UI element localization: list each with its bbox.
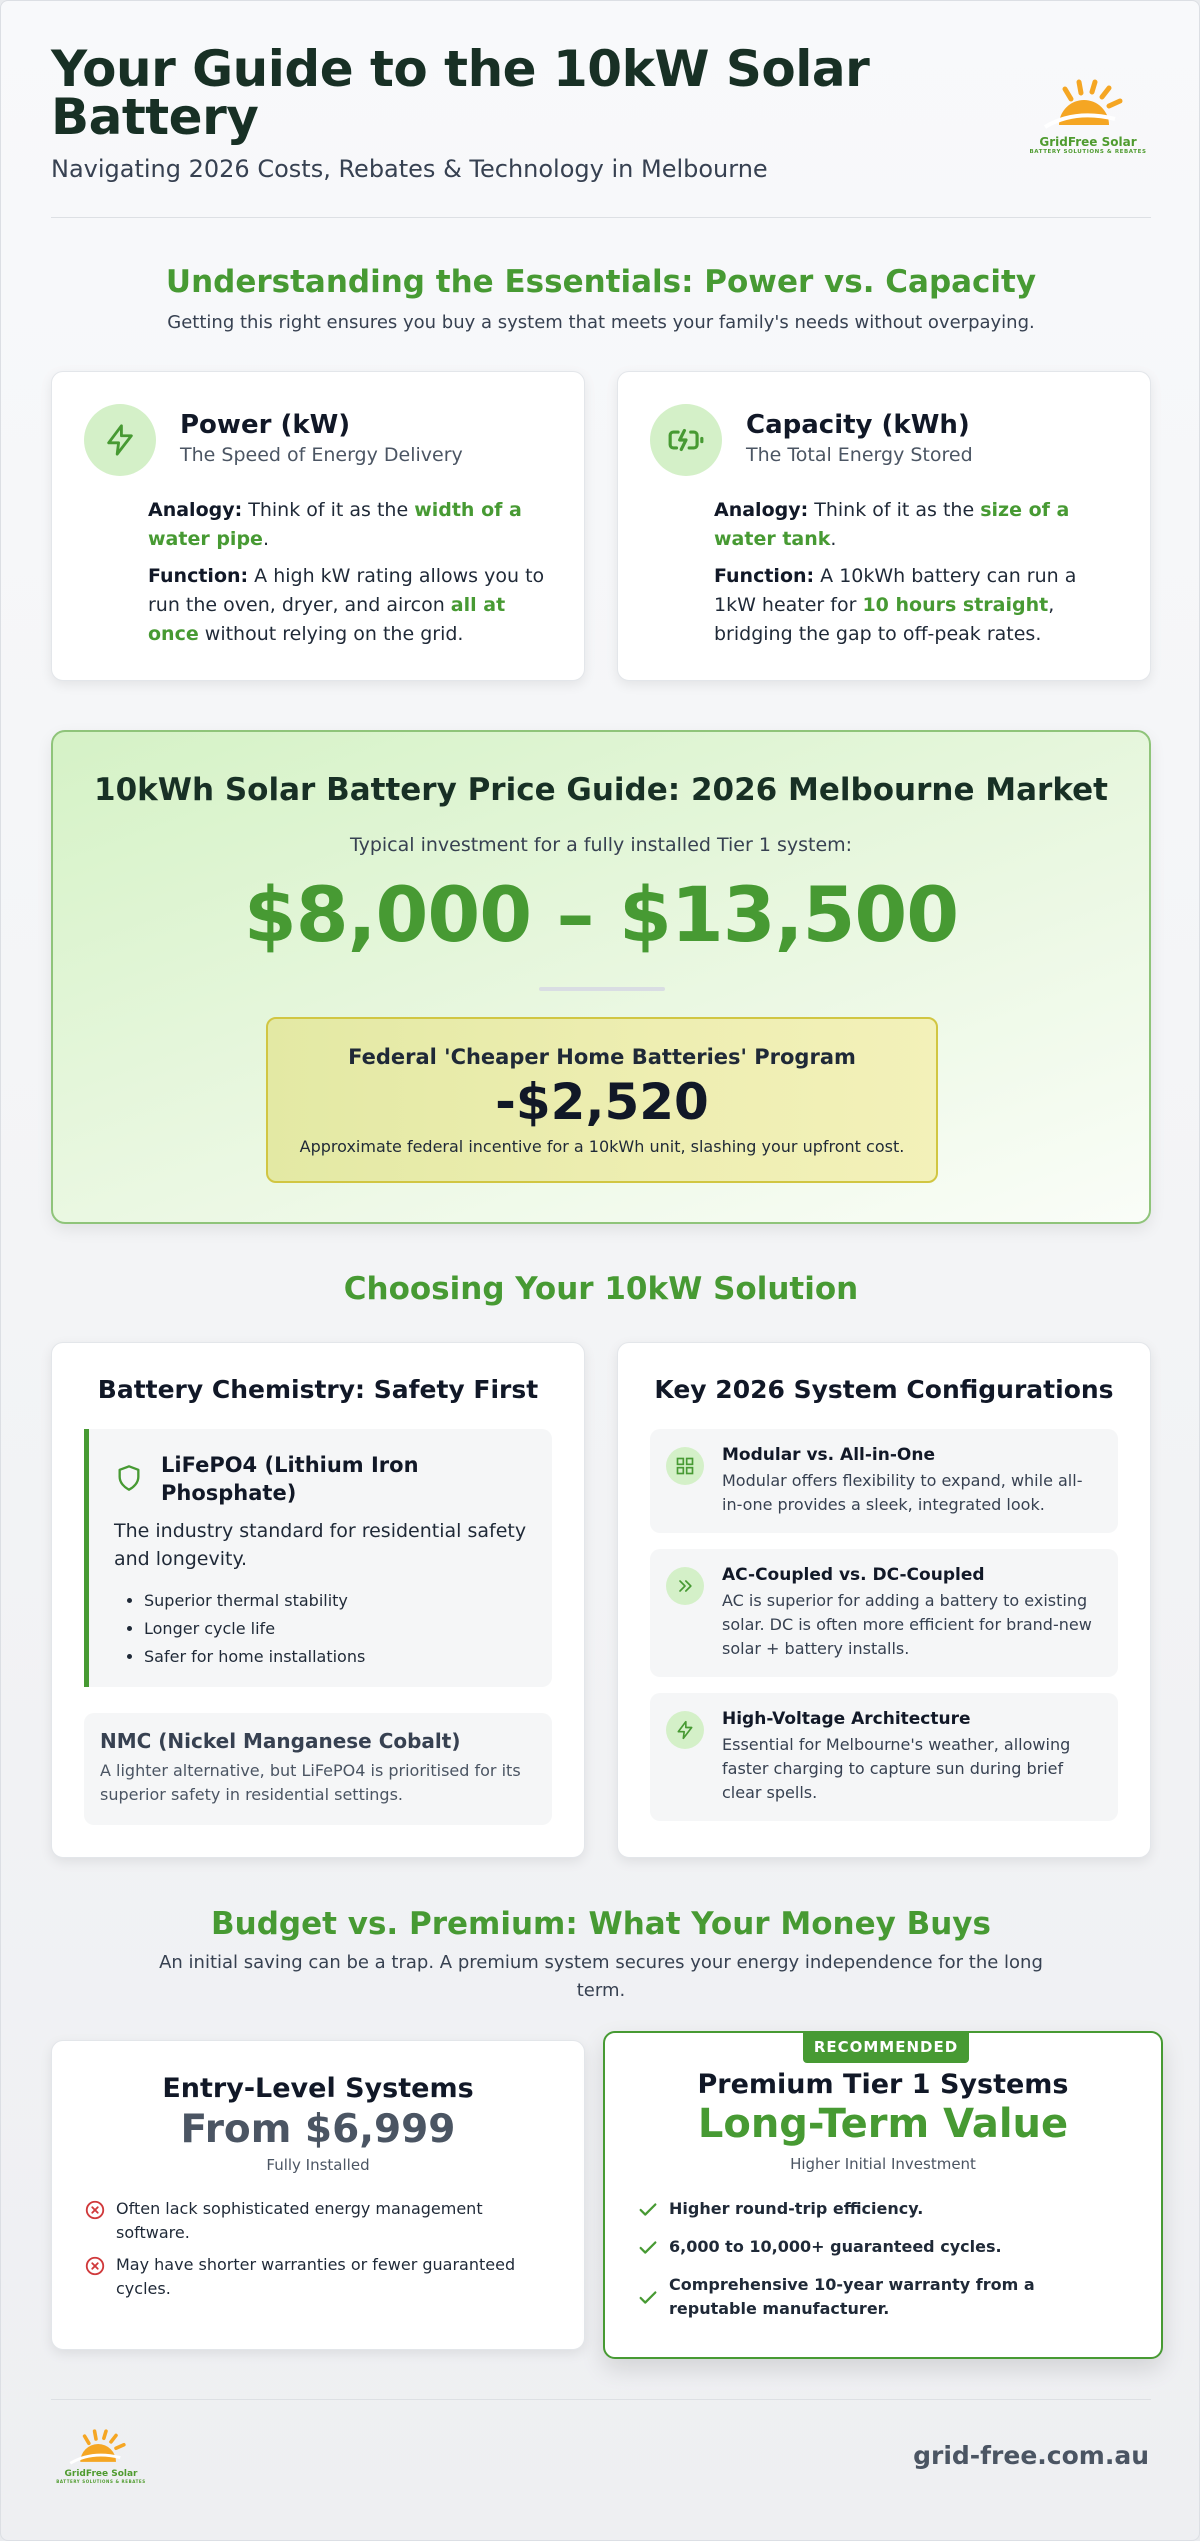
- premium-note: Higher Initial Investment: [790, 2155, 976, 2173]
- footer-divider: [51, 2399, 1151, 2400]
- check-icon: [637, 2237, 659, 2259]
- power-function: Function: A high kW rating allows you to run the oven, dryer, and aircon all at once without relying on the grid.: [148, 565, 545, 645]
- battery-charging-icon: [667, 421, 705, 459]
- configurations-card: [617, 1342, 1151, 1858]
- shield-icon: [115, 1463, 143, 1493]
- check-icon: [637, 2287, 659, 2309]
- lfp-points: [144, 1587, 544, 1671]
- config-description: Essential for Melbourne's weather, allowing faster charging to capture sun during brief clear spells.: [722, 1735, 1071, 1802]
- price-guide-intro: Typical investment for a fully installed Tier 1 system:: [349, 834, 853, 856]
- list-item: • Superior thermal stability: [144, 1587, 544, 1615]
- nmc-box: [84, 1713, 552, 1825]
- capacity-icon-circle: [650, 404, 722, 476]
- header: [51, 40, 1151, 185]
- premium-item: Higher round-trip efficiency.: [637, 2197, 1097, 2225]
- header-logo[interactable]: [1025, 79, 1151, 155]
- entry-title: Entry-Level Systems: [162, 2073, 474, 2104]
- chemistry-title: Battery Chemistry: Safety First: [97, 1375, 539, 1404]
- power-title: Power (kW): [180, 410, 351, 440]
- premium-item: Comprehensive 10-year warranty from a reputable manufacturer.: [637, 2273, 1097, 2325]
- config-icon-circle: [666, 1447, 704, 1485]
- x-circle-icon: [84, 2255, 106, 2277]
- entry-price: From $6,999: [180, 2107, 456, 2152]
- rebate-amount: -$2,520: [495, 1073, 709, 1131]
- config-title: AC-Coupled vs. DC-Coupled: [722, 1565, 985, 1585]
- logo-tagline: BATTERY SOLUTIONS & REBATES: [56, 2479, 146, 2484]
- price-range: $8,000 – $13,500: [243, 870, 959, 959]
- budget-title: Budget vs. Premium: What Your Money Buys: [211, 1906, 991, 1942]
- list-item: • Longer cycle life: [144, 1615, 544, 1643]
- power-icon-circle: [84, 404, 156, 476]
- premium-title: Premium Tier 1 Systems: [697, 2069, 1069, 2100]
- lfp-title: LiFePO4 (Lithium Iron Phosphate): [161, 1453, 419, 1505]
- config-title: High-Voltage Architecture: [722, 1709, 971, 1729]
- capacity-title: Capacity (kWh): [746, 410, 970, 440]
- sun-logo-icon: [1025, 79, 1151, 135]
- premium-card: [603, 2031, 1163, 2359]
- footer-url[interactable]: grid-free.com.au: [913, 2441, 1149, 2470]
- config-icon-circle: [666, 1567, 704, 1605]
- config-icon-circle: [666, 1711, 704, 1749]
- rebate-box: [266, 1017, 938, 1183]
- configurations-title: Key 2026 System Configurations: [654, 1375, 1114, 1404]
- essentials-subtitle: Getting this right ensures you buy a system that meets your family's needs without overpaying.: [167, 312, 1035, 333]
- logo-name: GridFree Solar: [64, 2469, 138, 2479]
- rebate-description: Approximate federal incentive for a 10kWh unit, slashing your upfront cost.: [299, 1137, 905, 1156]
- double-chevron-right-icon: [675, 1576, 695, 1596]
- nmc-description: A lighter alternative, but LiFePO4 is prioritised for its superior safety in residential settings.: [100, 1761, 521, 1804]
- check-icon: [637, 2199, 659, 2221]
- chemistry-card: [51, 1342, 585, 1858]
- page-title: Your Guide to the 10kW Solar Battery: [51, 40, 870, 146]
- capacity-analogy: Analogy: Think of it as the size of a water tank.: [714, 499, 1070, 550]
- config-description: Modular offers flexibility to expand, while all-in-one provides a sleek, integrated look.: [722, 1471, 1083, 1514]
- price-divider: [539, 987, 665, 991]
- premium-price: Long-Term Value: [697, 2101, 1069, 2147]
- rebate-title: Federal 'Cheaper Home Batteries' Program: [348, 1045, 856, 1069]
- config-item-coupling: [650, 1549, 1118, 1677]
- power-card: [51, 371, 585, 681]
- sun-logo-icon: [55, 2429, 147, 2469]
- footer-logo[interactable]: [55, 2429, 147, 2484]
- lfp-box: [84, 1429, 552, 1687]
- capacity-subtitle: The Total Energy Stored: [746, 444, 973, 466]
- premium-item: 6,000 to 10,000+ guaranteed cycles.: [637, 2235, 1097, 2263]
- budget-subtitle: An initial saving can be a trap. A premium system secures your energy independence for the long term.: [159, 1952, 1043, 2001]
- power-analogy: Analogy: Think of it as the width of a water pipe.: [148, 499, 522, 550]
- config-title: Modular vs. All-in-One: [722, 1445, 935, 1465]
- capacity-function: Function: A 10kWh battery can run a 1kW heater for 10 hours straight, bridging the gap to off-peak rates.: [714, 565, 1077, 645]
- list-item: • Safer for home installations: [144, 1643, 544, 1671]
- nmc-title: NMC (Nickel Manganese Cobalt): [100, 1729, 461, 1753]
- solution-title: Choosing Your 10kW Solution: [343, 1271, 859, 1307]
- config-description: AC is superior for adding a battery to existing solar. DC is often more efficient for brand-new solar + battery installs.: [722, 1591, 1092, 1658]
- essentials-title: Understanding the Essentials: Power vs. Capacity: [165, 264, 1037, 300]
- price-guide-title: 10kWh Solar Battery Price Guide: 2026 Melbourne Market: [94, 772, 1108, 808]
- recommended-badge: RECOMMENDED: [803, 2031, 969, 2063]
- entry-note: Fully Installed: [266, 2156, 370, 2174]
- lightning-icon: [675, 1720, 695, 1740]
- config-item-high-voltage: [650, 1693, 1118, 1821]
- config-item-modular: [650, 1429, 1118, 1533]
- header-divider: [51, 217, 1151, 218]
- logo-name: GridFree Solar: [1039, 135, 1137, 149]
- page-subtitle: Navigating 2026 Costs, Rebates & Technology in Melbourne: [51, 155, 768, 183]
- entry-item: May have shorter warranties or fewer guaranteed cycles.: [84, 2253, 544, 2303]
- logo-tagline: BATTERY SOLUTIONS & REBATES: [1029, 149, 1147, 155]
- lfp-description: The industry standard for residential safety and longevity.: [114, 1520, 527, 1570]
- x-circle-icon: [84, 2199, 106, 2221]
- entry-level-card: [51, 2040, 585, 2350]
- grid-icon: [675, 1456, 695, 1476]
- power-subtitle: The Speed of Energy Delivery: [180, 444, 463, 466]
- price-guide-box: [51, 730, 1151, 1224]
- capacity-card: [617, 371, 1151, 681]
- entry-item: Often lack sophisticated energy management software.: [84, 2197, 544, 2247]
- lightning-icon: [103, 423, 137, 457]
